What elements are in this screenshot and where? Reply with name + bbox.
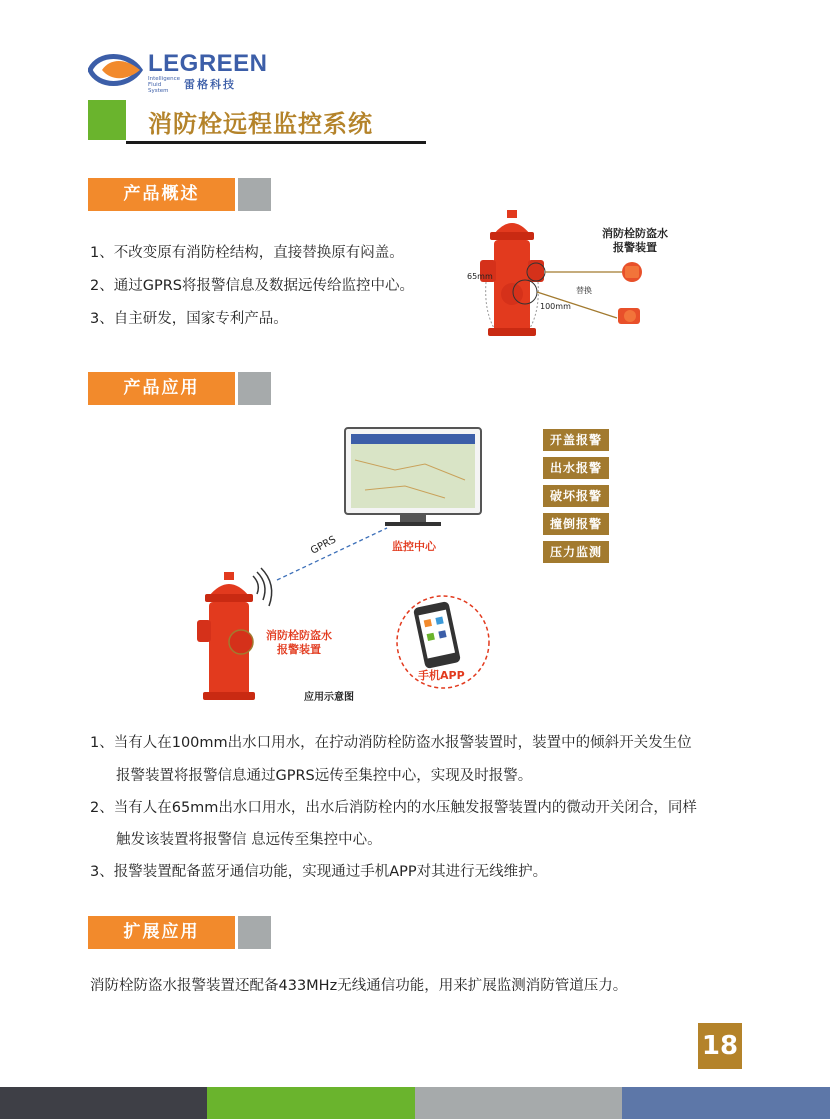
section-label: 扩展应用 xyxy=(88,916,235,949)
application-item-3: 3、报警装置配备蓝牙通信功能，实现通过手机APP对其进行无线维护。 xyxy=(90,864,548,880)
fire-hydrant-icon xyxy=(197,572,255,700)
application-item-2: 2、当有人在65mm出水口用水，出水后消防栓内的水压触发报警装置内的微动开关闭合，同样 xyxy=(90,800,697,816)
logo-chinese: 雷格科技 xyxy=(184,78,236,91)
section-header-application xyxy=(88,372,271,405)
gprs-label: GPRS xyxy=(309,534,339,557)
section-gray-block xyxy=(238,916,271,949)
device-label-line-2: 报警装置 xyxy=(277,643,321,656)
app-label: 手机APP xyxy=(418,669,465,682)
extension-text: 消防栓防盗水报警装置还配备433MHz无线通信功能，用来扩展监测消防管道压力。 xyxy=(90,978,628,994)
footer-bar-green xyxy=(207,1087,415,1119)
page-number: 18 xyxy=(698,1023,742,1069)
section-gray-block xyxy=(238,372,271,405)
alarm-pressure: 压力监测 xyxy=(543,541,609,563)
application-item-1-cont: 报警装置将报警信息通过GPRS远传至集控中心，实现及时报警。 xyxy=(116,768,533,784)
dim-65-label: 65mm xyxy=(467,272,493,281)
title-underline xyxy=(126,141,426,144)
dim-100-label: 100mm xyxy=(540,302,571,311)
footer-bar-dark xyxy=(0,1087,207,1119)
logo-tagline: Intelligence Fluid System xyxy=(148,76,181,94)
alarm-water-out: 出水报警 xyxy=(543,457,609,479)
page-title: 消防栓远程监控系统 xyxy=(148,110,373,138)
alarm-device-icon xyxy=(618,262,642,324)
diagram-caption: 应用示意图 xyxy=(304,692,354,703)
application-item-1: 1、当有人在100mm出水口用水，在拧动消防栓防盗水报警装置时，装置中的倾斜开关发生位 xyxy=(90,735,692,751)
footer-bar-blue xyxy=(622,1087,830,1119)
alarm-cover-open: 开盖报警 xyxy=(543,429,609,451)
monitor-center-label: 监控中心 xyxy=(392,540,436,553)
title-accent-block xyxy=(88,100,126,140)
device-label-line-1: 消防栓防盗水 xyxy=(266,629,332,642)
device-label-line-2: 报警装置 xyxy=(613,241,657,254)
signal-icon xyxy=(253,568,272,606)
device-label xyxy=(596,227,674,255)
device-label-line-1: 消防栓防盗水 xyxy=(602,227,668,240)
application-item-2-cont: 触发该装置将报警信 息远传至集控中心。 xyxy=(116,832,382,848)
section-gray-block xyxy=(238,178,271,211)
device-label xyxy=(266,629,332,657)
logo-wordmark: LEGREEN xyxy=(148,50,268,77)
alarm-knocked-over: 撞倒报警 xyxy=(543,513,609,535)
monitor-icon xyxy=(345,428,481,526)
section-label: 产品应用 xyxy=(88,372,235,405)
application-diagram xyxy=(195,420,515,720)
alarm-damage: 破坏报警 xyxy=(543,485,609,507)
footer-bar-gray xyxy=(415,1087,622,1119)
section-label: 产品概述 xyxy=(88,178,235,211)
overview-item-3: 3、自主研发，国家专利产品。 xyxy=(90,311,288,327)
section-header-extension xyxy=(88,916,271,949)
replace-label: 替换 xyxy=(576,286,592,295)
overview-item-2: 2、通过GPRS将报警信息及数据远传给监控中心。 xyxy=(90,278,414,294)
overview-item-1: 1、不改变原有消防栓结构，直接替换原有闷盖。 xyxy=(90,245,404,261)
section-header-overview xyxy=(88,178,271,211)
